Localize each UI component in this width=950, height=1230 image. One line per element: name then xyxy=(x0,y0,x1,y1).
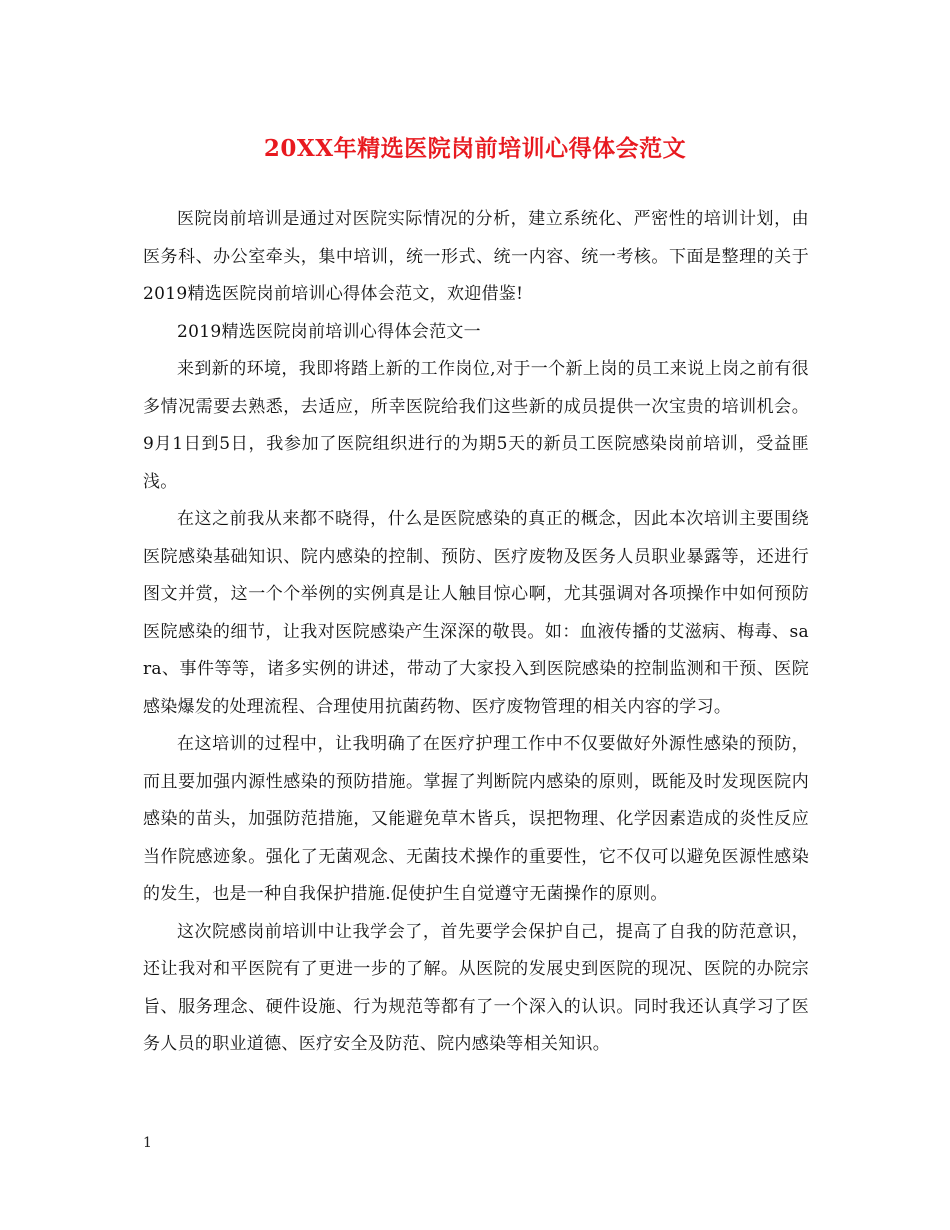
paragraph-intro: 医院岗前培训是通过对医院实际情况的分析，建立系统化、严密性的培训计划，由医务科、办公室牵头，集中培训，统一形式、统一内容、统一考核。下面是整理的关于2019精选医院岗前培训心得体会范文，欢迎借鉴! xyxy=(143,209,809,304)
paragraph-section-heading: 2019精选医院岗前培训心得体会范文一 xyxy=(177,321,481,342)
page-number: 1 xyxy=(143,1135,152,1151)
paragraph-training-process: 在这培训的过程中，让我明确了在医疗护理工作中不仅要做好外源性感染的预防，而且要加强内源性感染的预防措施。掌握了判断院内感染的原则，既能及时发现医院内感染的苗头，加强防范措施，又能避免草木皆兵，误把物理、化学因素造成的炎性反应当作院感迹象。强化了无菌观念、无菌技术操作的重要性，它不仅可以避免医源性感染的发生，也是一种自我保护措施.促使护生自觉遵守无菌操作的原则。 xyxy=(143,734,809,904)
document-body xyxy=(143,201,809,1064)
paragraph-self-protection: 这次院感岗前培训中让我学会了，首先要学会保护自己，提高了自我的防范意识，还让我对和平医院有了更进一步的了解。从医院的发展史到医院的现况、医院的办院宗旨、服务理念、硬件设施、行为规范等都有了一个深入的认识。同时我还认真学习了医务人员的职业道德、医疗安全及防范、院内感染等相关知识。 xyxy=(143,921,809,1054)
paragraph-new-environment: 来到新的环境，我即将踏上新的工作岗位,对于一个新上岗的员工来说上岗之前有很多情况需要去熟悉，去适应，所幸医院给我们这些新的成员提供一次宝贵的培训机会。9月1日到5日，我参加了医院组织进行的为期5天的新员工医院感染岗前培训，受益匪浅。 xyxy=(143,359,809,492)
paragraph-training-content: 在这之前我从来都不晓得，什么是医院感染的真正的概念，因此本次培训主要围绕医院感染基础知识、院内感染的控制、预防、医疗废物及医务人员职业暴露等，还进行图文并赏，这一个个举例的实例真是让人触目惊心啊，尤其强调对各项操作中如何预防医院感染的细节，让我对医院感染产生深深的敬畏。如：血液传播的艾滋病、梅毒、sara、事件等等，诸多实例的讲述，带动了大家投入到医院感染的控制监测和干预、医院感染爆发的处理流程、合理使用抗菌药物、医疗废物管理的相关内容的学习。 xyxy=(143,509,809,717)
document-title: 20XX年精选医院岗前培训心得体会范文 xyxy=(263,135,687,162)
